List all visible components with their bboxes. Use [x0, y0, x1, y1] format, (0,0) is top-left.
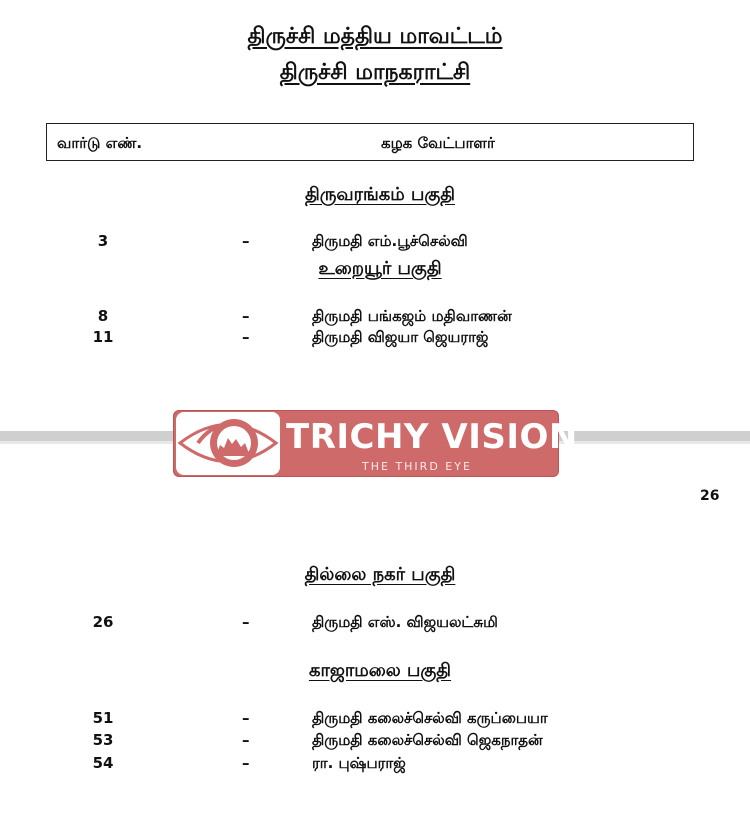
table-row [0, 731, 750, 751]
table-row [0, 328, 750, 348]
section-heading: காஜாமலை பகுதி [308, 660, 452, 681]
section-heading: தில்லை நகர் பகுதி [304, 564, 456, 585]
ward-number: 8 [97, 307, 109, 325]
separator-dash: – [242, 731, 250, 749]
separator-dash: – [242, 328, 250, 346]
candidate-name: திருமதி கலைச்செல்வி கருப்பையா [312, 709, 548, 727]
ward-number: 54 [92, 754, 114, 772]
table-row [0, 709, 750, 729]
table-row [0, 613, 750, 633]
candidate-name: திருமதி பங்கஜம் மதிவாணன் [312, 307, 512, 325]
watermark-logo [173, 410, 578, 477]
candidate-name: திருமதி கலைச்செல்வி ஜெகநாதன் [312, 731, 543, 749]
separator-dash: – [242, 613, 250, 631]
candidate-name: திருமதி எம்.பூச்செல்வி [312, 232, 468, 250]
page-title: திருச்சி மத்திய மாவட்டம் [247, 24, 503, 49]
page-number: 26 [700, 488, 720, 504]
ward-number: 3 [97, 232, 109, 250]
separator-dash: – [242, 307, 250, 325]
page-subtitle: திருச்சி மாநகராட்சி [279, 60, 471, 85]
brand-name: TRICHY VISION [286, 417, 578, 457]
ward-number-header: வார்டு எண். [57, 134, 143, 152]
ward-number: 26 [92, 613, 114, 631]
candidate-name: திருமதி எஸ். விஜயலட்சுமி [312, 613, 498, 631]
ward-number: 53 [92, 731, 114, 749]
table-row [0, 232, 750, 252]
candidate-name: ரா. புஷ்பராஜ் [312, 754, 406, 772]
separator-dash: – [242, 709, 250, 727]
separator-dash: – [242, 754, 250, 772]
ward-number: 11 [92, 328, 114, 346]
section-heading: உறையூர் பகுதி [318, 258, 442, 279]
table-header [46, 123, 694, 161]
table-row [0, 754, 750, 774]
candidate-name: திருமதி விஜயா ஜெயராஜ் [312, 328, 489, 346]
eye-emblem-icon [176, 412, 280, 475]
brand-tagline: THE THIRD EYE [362, 460, 472, 473]
candidate-header: கழக வேட்பாளர் [381, 134, 495, 152]
table-row [0, 307, 750, 327]
section-heading: திருவரங்கம் பகுதி [304, 184, 456, 205]
separator-dash: – [242, 232, 250, 250]
ward-number: 51 [92, 709, 114, 727]
